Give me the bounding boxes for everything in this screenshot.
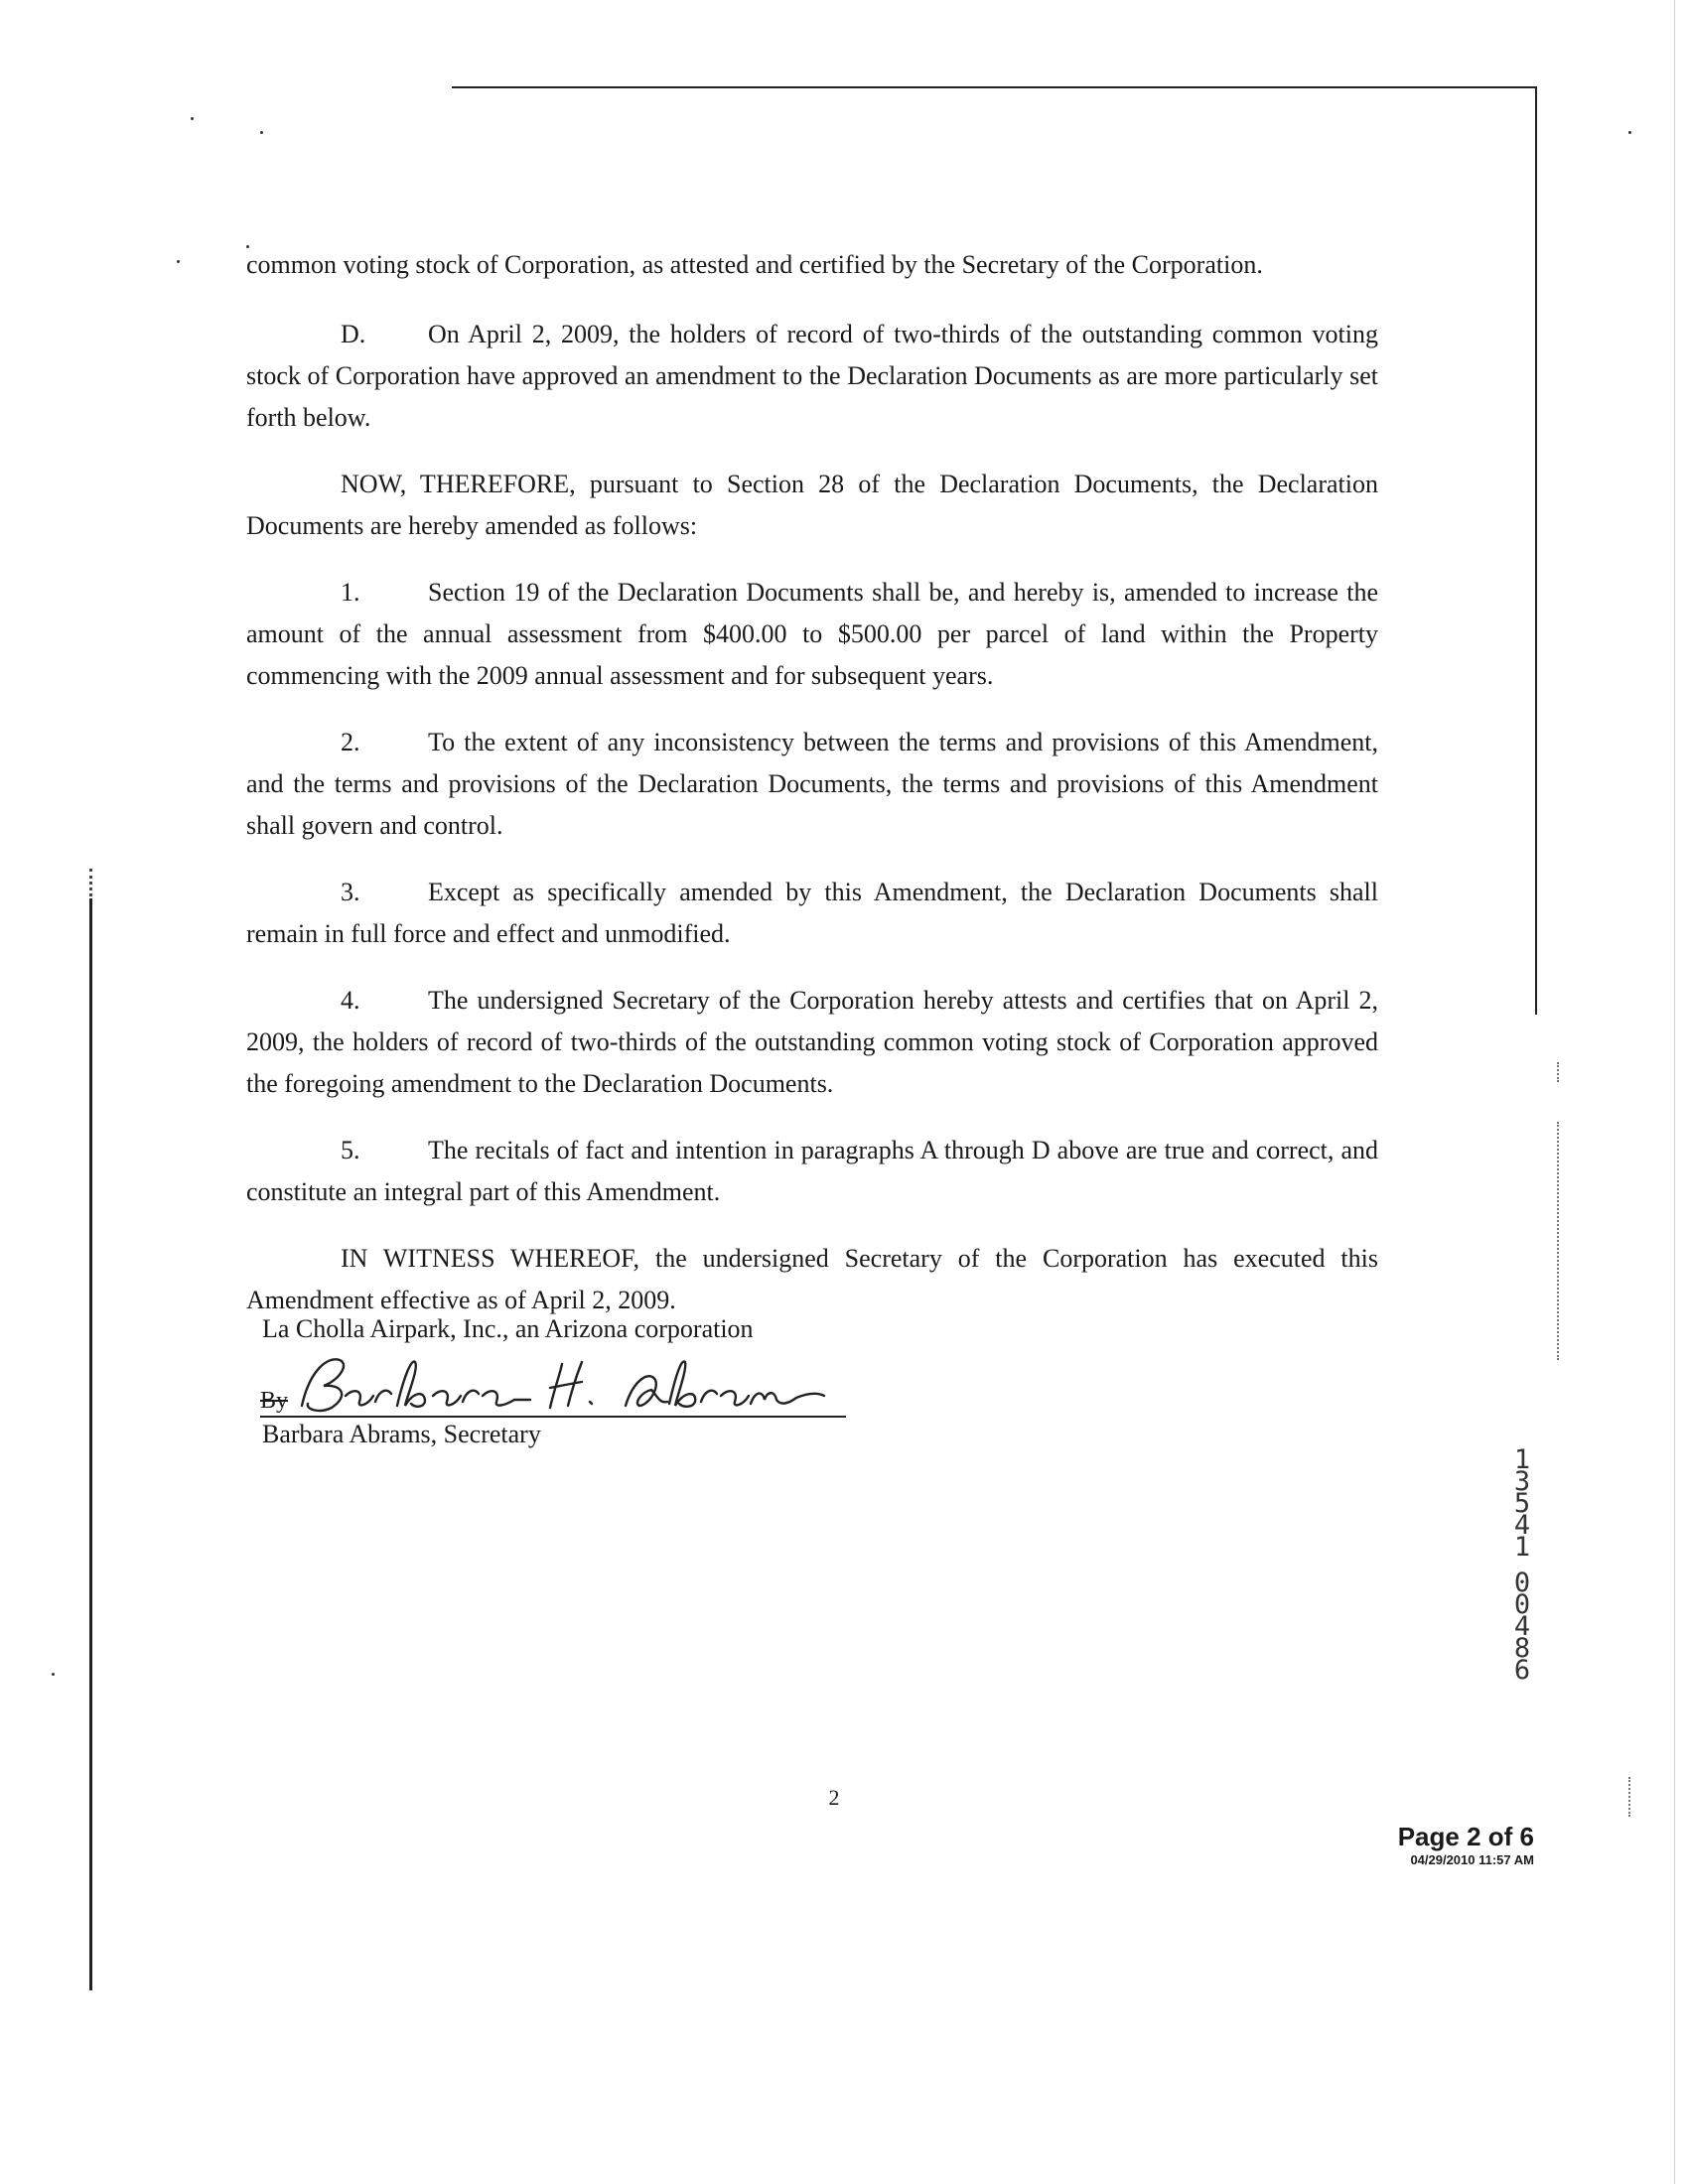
scan-frame-top-rule: [452, 86, 1536, 88]
item-number: 4.: [341, 986, 360, 1015]
amendment-item: [246, 572, 1378, 697]
scan-edge-line: [1674, 0, 1675, 2184]
amendment-item: [246, 1130, 1378, 1213]
corporation-name-line: La Cholla Airpark, Inc., an Arizona corporation: [262, 1314, 754, 1343]
item-number: 3.: [341, 878, 360, 906]
scan-dotted-mark: [1557, 1122, 1560, 1360]
item-text: The undersigned Secretary of the Corporation hereby attests and certifies that on April 2, 2009, the holders of record of two-thirds of the outstanding common voting stock of Corporation approved the foregoing amendment to the Declaration Documents.: [246, 986, 1378, 1098]
amendment-body: [246, 244, 1378, 1346]
signature-block: [260, 1350, 856, 1422]
amendment-item: [246, 722, 1378, 847]
item-text: Section 19 of the Declaration Documents shall be, and hereby is, amended to increase the amount of the annual assessment from $400.00 to $500.00 per parcel of land within the Property commencing with the 2009 annual assessment and for subsequent years.: [246, 578, 1378, 690]
recording-page-number: 00486: [1513, 1568, 1531, 1686]
footer-timestamp: 04/29/2010 11:57 AM: [1410, 1852, 1534, 1867]
recording-stamp: [1507, 1444, 1537, 1686]
witness-paragraph: IN WITNESS WHEREOF, the undersigned Secretary of the Corporation has executed this Amendment effective as of April 2, 2009.: [246, 1244, 1378, 1314]
recital-d-text: On April 2, 2009, the holders of record of two-thirds of the outstanding common voting stock of Corporation have approved an amendment to the Declaration Documents as are more particularly set forth below.: [246, 320, 1378, 432]
signature-by-prefix: By: [260, 1388, 289, 1414]
item-number: 5.: [341, 1136, 360, 1164]
scan-frame-left-rule: [89, 898, 92, 1990]
amendment-item: [246, 872, 1378, 955]
signatory-printed-name: Barbara Abrams, Secretary: [262, 1420, 541, 1448]
scan-speck: [191, 117, 194, 120]
scan-frame-right-rule: [1535, 86, 1537, 1015]
item-text: The recitals of fact and intention in paragraphs A through D above are true and correct, and constitute an integral part of this Amendment.: [246, 1136, 1378, 1206]
scan-speck: [260, 131, 263, 134]
footer-page-label: Page 2 of 6: [1397, 1822, 1534, 1851]
scan-speck: [177, 260, 180, 263]
handwritten-signature: [280, 1350, 836, 1422]
scan-speck: [52, 1673, 55, 1676]
recital-d-label: D.: [341, 320, 366, 348]
page-number: 2: [828, 1785, 840, 1810]
item-text: To the extent of any inconsistency between the terms and provisions of this Amendment, and the terms and provisions of the Declaration Documents, the terms and provisions of this Amendment shall govern and control.: [246, 728, 1378, 840]
item-number: 2.: [341, 728, 360, 756]
item-text: Except as specifically amended by this Amendment, the Declaration Documents shall remain in full force and effect and unmodified.: [246, 878, 1378, 948]
now-therefore-paragraph: NOW, THEREFORE, pursuant to Section 28 of the Declaration Documents, the Declaration Documents are hereby amended as follows:: [246, 470, 1378, 540]
scan-dotted-mark: [1557, 1062, 1560, 1082]
recording-book-number: 13541: [1513, 1444, 1531, 1563]
amendment-item: [246, 980, 1378, 1105]
scan-frame-left-dots: [89, 869, 95, 896]
scan-speck: [1628, 131, 1631, 134]
recital-d: [246, 314, 1378, 439]
opening-paragraph: common voting stock of Corporation, as attested and certified by the Secretary of the Corporation.: [246, 250, 1263, 279]
item-number: 1.: [341, 578, 360, 607]
